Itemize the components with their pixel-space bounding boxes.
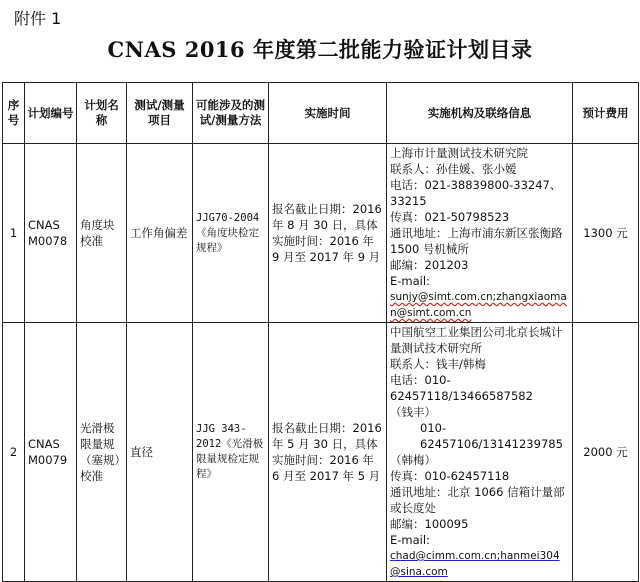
org-phone-2-note: （韩梅） — [390, 453, 436, 467]
row-org — [387, 323, 573, 582]
row-methods: JJG 343-2012《光滑极限量规检定规程》 — [193, 323, 269, 582]
header-plan-name: 计划名称 — [77, 83, 127, 144]
row-methods: JJG70-2004《角度块检定规程》 — [193, 144, 269, 323]
header-fee: 预计费用 — [573, 83, 639, 144]
org-email-link[interactable]: sunjy@simt.com.cn;zhangxiaoman@simt.com.cn — [390, 291, 567, 319]
row-org — [387, 144, 573, 323]
org-contact: 联系人：孙佳媛、张小嫒 — [390, 162, 517, 176]
org-fax: 传真：021-50798523 — [390, 210, 510, 224]
table-header-row — [3, 83, 639, 144]
org-phone-1-note: （钱丰） — [390, 405, 436, 419]
org-address: 通讯地址：上海市浦东新区张衡路 1500 号机械所 — [390, 226, 563, 256]
org-email-link[interactable]: chad@cimm.com.cn;hanmei304@sina.com — [390, 550, 560, 578]
table-row — [3, 323, 639, 582]
row-plan-no: CNAS M0078 — [25, 144, 77, 323]
header-org: 实施机构及联络信息 — [387, 83, 573, 144]
table-row — [3, 144, 639, 323]
row-schedule: 报名截止日期：2016 年 5 月 30 日，具体实施时间：2016 年 6 月至 2017 年 5 月 — [269, 323, 387, 582]
org-postcode: 邮编：201203 — [390, 258, 469, 272]
header-schedule: 实施时间 — [269, 83, 387, 144]
org-phone-2: 010-62457106/13141239785 — [420, 421, 563, 451]
org-phone: 电话：021-38839800-33247、33215 — [390, 178, 562, 208]
header-methods: 可能涉及的测试/测量方法 — [193, 83, 269, 144]
org-email-label: E-mail: — [390, 274, 430, 288]
org-contact: 联系人：钱丰/韩梅 — [390, 357, 486, 371]
row-schedule: 报名截止日期：2016 年 8 月 30 日，具体实施时间：2016 年 9 月至 2017 年 9 月 — [269, 144, 387, 323]
row-plan-no: CNAS M0079 — [25, 323, 77, 582]
row-seq: 1 — [3, 144, 25, 323]
row-test-item: 直径 — [127, 323, 193, 582]
row-fee: 1300 元 — [573, 144, 639, 323]
document-title: CNAS 2016 年度第二批能力验证计划目录 — [107, 37, 533, 62]
org-postcode: 邮编：100095 — [390, 517, 469, 531]
org-name: 上海市计量测试技术研究院 — [390, 146, 528, 160]
row-test-item: 工作角偏差 — [127, 144, 193, 323]
org-email-label: E-mail: — [390, 533, 430, 547]
org-phone-1: 电话：010-62457118/13466587582 — [390, 373, 533, 403]
header-plan-no: 计划编号 — [25, 83, 77, 144]
pt-plan-table — [2, 82, 639, 582]
row-seq: 2 — [3, 323, 25, 582]
row-plan-name: 光滑极限量规（塞规）校准 — [77, 323, 127, 582]
header-seq: 序号 — [3, 83, 25, 144]
annex-label: 附件 1 — [14, 9, 62, 28]
row-fee: 2000 元 — [573, 323, 639, 582]
org-address: 通讯地址：北京 1066 信箱计量部或长度处 — [390, 485, 565, 515]
row-plan-name: 角度块校准 — [77, 144, 127, 323]
header-test-item: 测试/测量项目 — [127, 83, 193, 144]
org-name: 中国航空工业集团公司北京长城计量测试技术研究所 — [390, 325, 563, 355]
org-fax: 传真：010-62457118 — [390, 469, 510, 483]
